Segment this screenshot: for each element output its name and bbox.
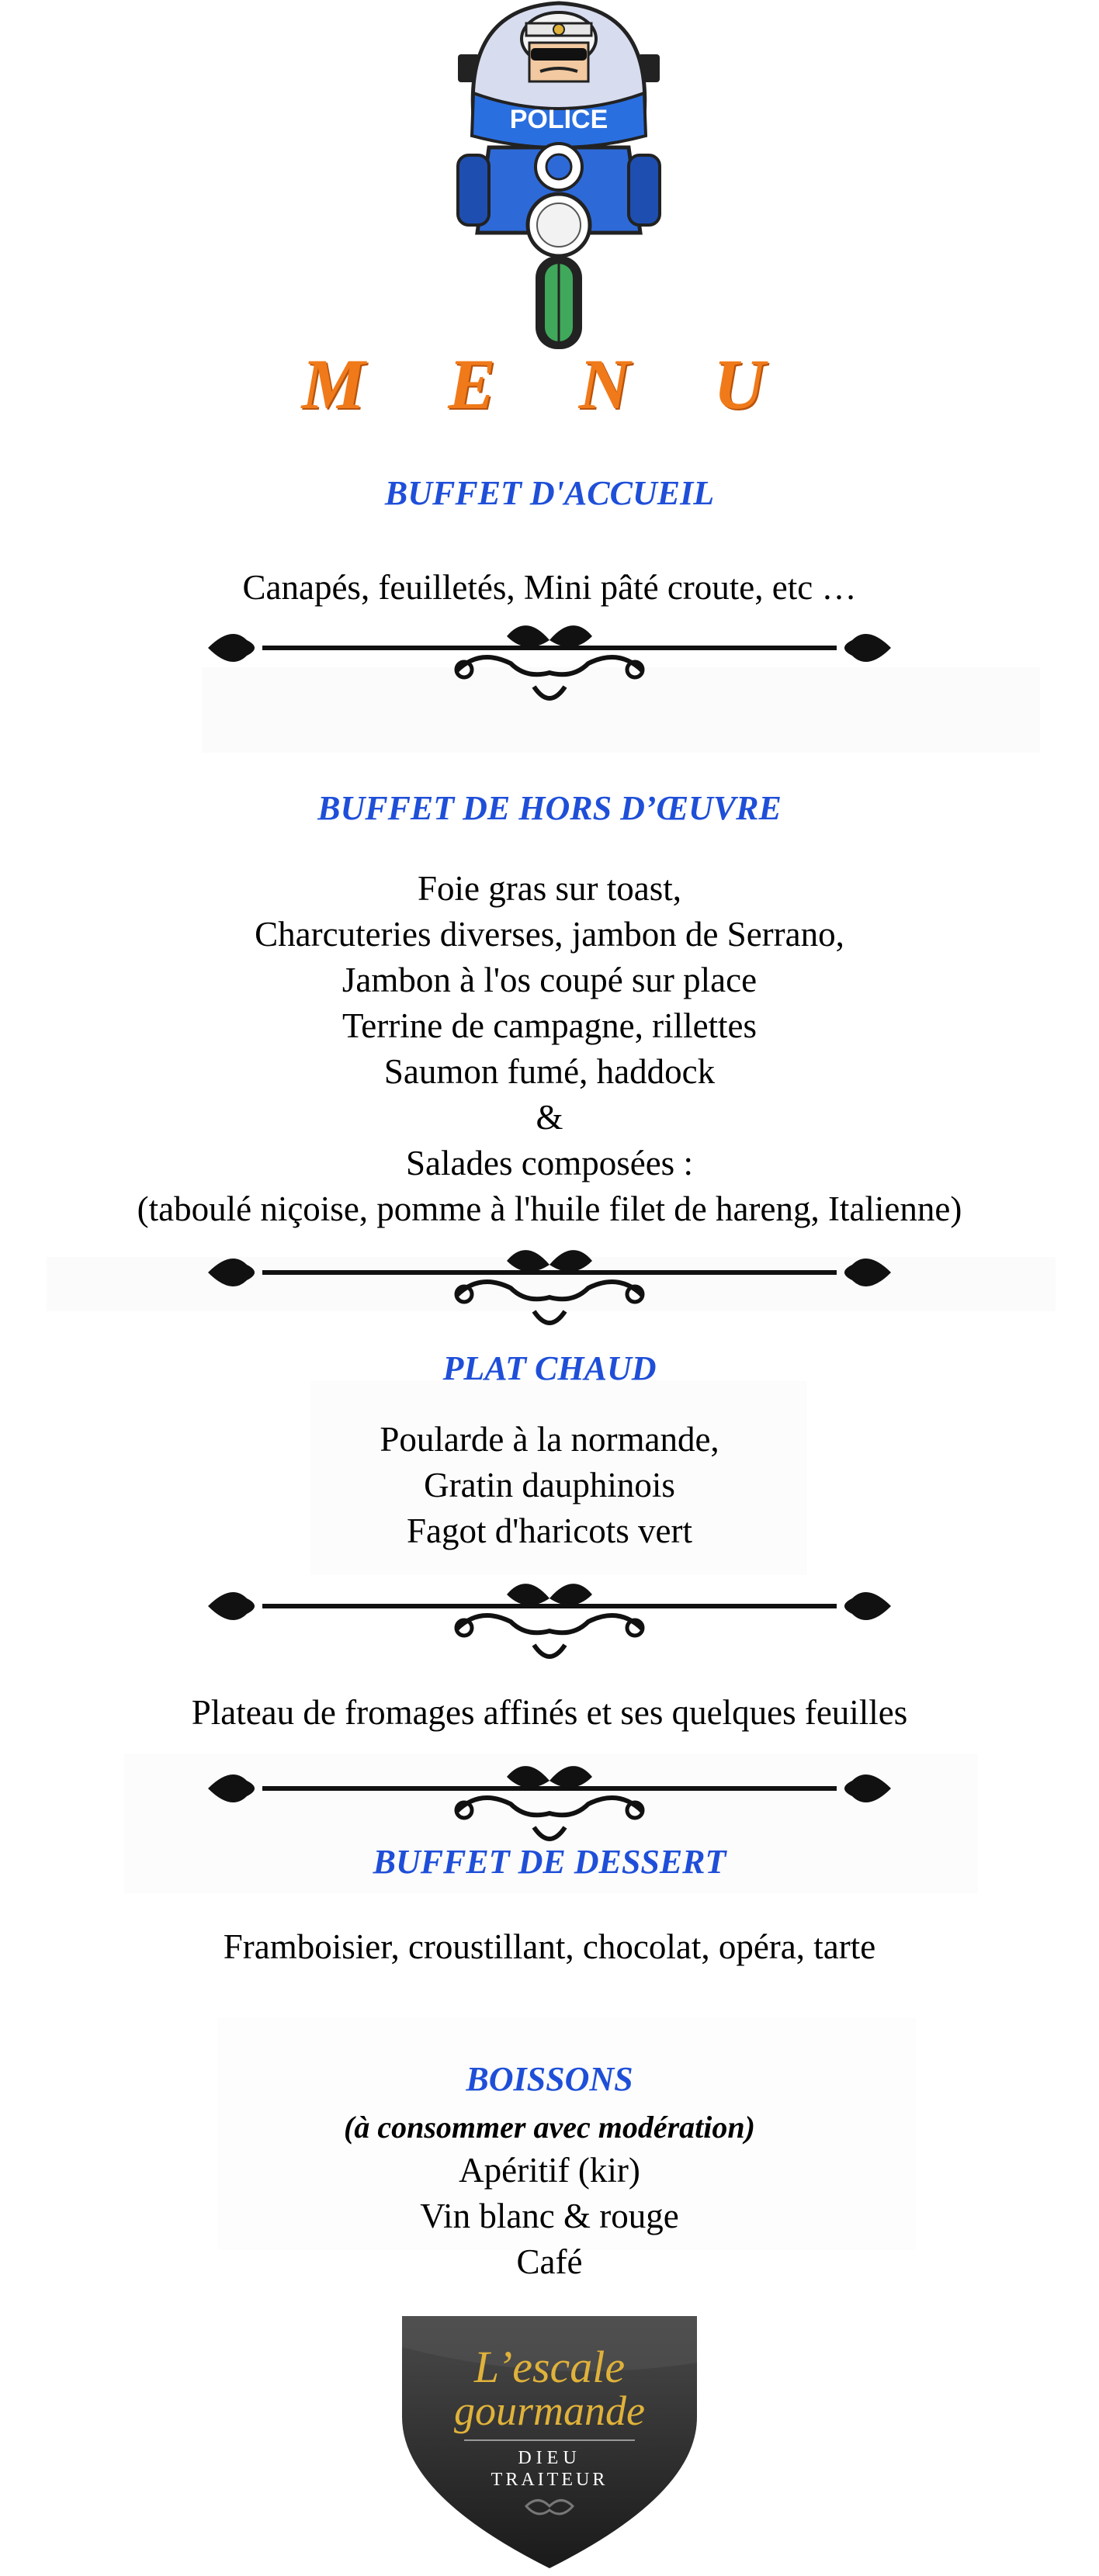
boissons-item: Vin blanc & rouge bbox=[420, 2197, 679, 2235]
escale-gourmande-logo bbox=[394, 2316, 705, 2572]
boissons-note: (à consommer avec modération) bbox=[344, 2110, 755, 2145]
logo-line1: L’escale bbox=[473, 2342, 626, 2392]
hors-doeuvre-item: Charcuteries diverses, jambon de Serrano, bbox=[255, 915, 844, 954]
section-heading-plat-chaud: PLAT CHAUD bbox=[442, 1349, 657, 1387]
plat-chaud-item: Gratin dauphinois bbox=[424, 1466, 675, 1504]
police-sign-text: POLICE bbox=[509, 105, 608, 134]
fromages-text: Plateau de fromages affinés et ses quelques feuilles bbox=[191, 1693, 908, 1732]
hors-doeuvre-item: Foie gras sur toast, bbox=[418, 869, 681, 908]
logo-line4: TRAITEUR bbox=[491, 2470, 608, 2490]
dessert-item: Framboisier, croustillant, chocolat, opéra, tarte bbox=[223, 1927, 876, 1966]
ornament-divider-icon bbox=[200, 617, 899, 710]
hors-doeuvre-item: Salades composées : bbox=[406, 1144, 693, 1182]
ornament-divider-icon bbox=[200, 1575, 899, 1668]
section-heading-boissons: BOISSONS bbox=[466, 2060, 633, 2098]
boissons-item: Apéritif (kir) bbox=[459, 2151, 640, 2190]
boissons-item: Café bbox=[516, 2242, 583, 2281]
section-heading-hors-doeuvre: BUFFET DE HORS D’ŒUVRE bbox=[317, 789, 782, 827]
logo-line2: gourmande bbox=[454, 2387, 645, 2434]
plat-chaud-item: Poularde à la normande, bbox=[380, 1420, 719, 1459]
logo-line3: DIEU bbox=[518, 2448, 581, 2468]
hors-doeuvre-item: Saumon fumé, haddock bbox=[383, 1052, 716, 1091]
ornament-divider-icon bbox=[200, 1757, 899, 1851]
ornament-divider-icon bbox=[200, 1241, 899, 1335]
hors-doeuvre-item: Terrine de campagne, rillettes bbox=[341, 1006, 758, 1045]
plat-chaud-item: Fagot d'haricots vert bbox=[406, 1511, 693, 1550]
section-heading-accueil: BUFFET D'ACCUEIL bbox=[384, 474, 715, 512]
section-heading-dessert: BUFFET DE DESSERT bbox=[373, 1843, 726, 1881]
accueil-item: Canapés, feuilletés, Mini pâté croute, etc … bbox=[242, 568, 857, 607]
hors-doeuvre-item: & bbox=[536, 1098, 563, 1137]
hors-doeuvre-item: Jambon à l'os coupé sur place bbox=[341, 961, 758, 999]
hors-doeuvre-item: (taboulé niçoise, pomme à l'huile filet de hareng, Italienne) bbox=[137, 1189, 962, 1228]
menu-title: M E N U bbox=[301, 345, 798, 424]
police-motorcycle-icon bbox=[442, 0, 675, 357]
